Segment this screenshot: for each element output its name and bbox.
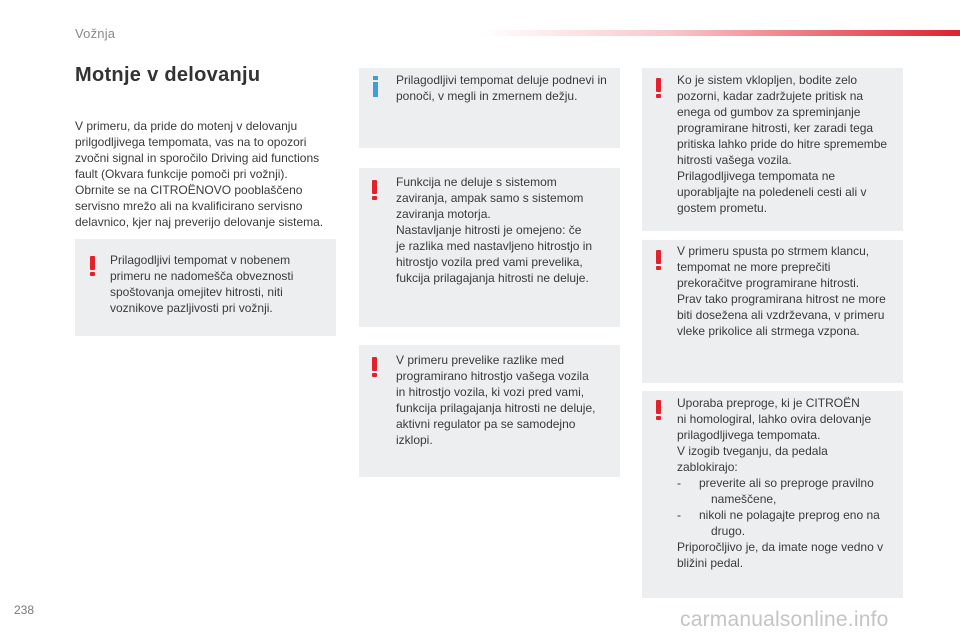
text-line: funkcija prilagajanja hitrosti ne deluje, — [396, 401, 596, 415]
text-line: biti dosežena ali vzdrževana, v primeru — [677, 308, 885, 322]
header-accent-bar — [480, 30, 960, 36]
warning-text — [677, 243, 901, 339]
intro-line: zvočni signal in sporočilo Driving aid functions — [75, 151, 320, 165]
text-line: fukcija prilagajanja hitrosti ne deluje. — [396, 271, 589, 285]
info-icon — [372, 76, 380, 98]
text-line: pozorni, kadar zadržujete pritisk na — [677, 89, 864, 103]
text-line: Nastavljanje hitrosti je omejeno: če — [396, 223, 582, 237]
text-line: je razlika med nastavljeno hitrostjo in — [396, 239, 593, 253]
text-line: zaviranja, ampak samo s sistemom — [396, 191, 584, 205]
warning-icon — [371, 357, 379, 377]
text-line: programirane hitrosti, ker zaradi tega — [677, 121, 874, 135]
text-line: izklopi. — [396, 433, 433, 447]
watermark: carmanualsonline.info — [680, 608, 889, 631]
intro-line: Obrnite se na CITROËNOVO pooblaščeno — [75, 183, 303, 197]
text-line: nikoli ne polagajte preprog eno na — [699, 508, 880, 522]
text-line: gostem prometu. — [677, 201, 768, 215]
warning-text — [396, 352, 618, 448]
warning-text — [677, 72, 901, 216]
text-line: Prav tako programirana hitrost ne more — [677, 292, 886, 306]
text-line: hitrostjo vozila pred vami prevelika, — [396, 255, 583, 269]
text-line: in hitrostjo vozila, ki vozi pred vami, — [396, 385, 585, 399]
text-line: zablokirajo: — [677, 460, 738, 474]
warning-box-tempomat-responsibility — [75, 239, 336, 336]
text-line: Prilagodljivega tempomata ne — [677, 169, 836, 183]
text-line: enega od gumbov za spreminjanje — [677, 105, 861, 119]
warning-box-button-pressure — [642, 68, 903, 231]
text-line: primeru ne nadomešča obveznosti — [110, 269, 294, 283]
text-line: Prilagodljivi tempomat v nobenem — [110, 253, 291, 267]
warning-text — [110, 252, 334, 316]
warning-icon — [89, 256, 97, 276]
warning-icon — [655, 78, 663, 98]
warning-box-floor-mats — [642, 391, 903, 598]
text-line: spoštovanja omejitev hitrosti, niti — [110, 285, 283, 299]
warning-icon — [655, 400, 663, 420]
intro-line: V primeru, da pride do motenj v delovanju — [75, 119, 298, 133]
text-line: Uporaba preproge, ki je CITROËN — [677, 396, 860, 410]
text-line: V izogib tveganju, da pedala — [677, 444, 828, 458]
text-line: V primeru spusta po strmem klancu, — [677, 244, 870, 258]
intro-line: servisno mrežo ali na kvalificirano servisno — [75, 199, 303, 213]
text-line: prilagodljivega tempomata. — [677, 428, 821, 442]
section-title: Vožnja — [75, 26, 116, 41]
warning-text — [677, 395, 901, 571]
text-line: Ko je sistem vklopljen, bodite zelo — [677, 73, 858, 87]
text-line: voznikove pazljivosti pri vožnji. — [110, 301, 273, 315]
list-item — [677, 507, 901, 539]
warning-icon — [371, 180, 379, 200]
text-line: hitrosti vašega vozila. — [677, 153, 792, 167]
text-line: prekoračitve programirane hitrosti. — [677, 276, 860, 290]
info-text — [396, 72, 618, 104]
warning-box-braking-system — [359, 168, 620, 327]
text-line: Funkcija ne deluje s sistemom — [396, 175, 557, 189]
text-line: preverite ali so preproge pravilno — [699, 476, 874, 490]
text-line: bližini pedal. — [677, 556, 744, 570]
intro-paragraph — [75, 118, 337, 230]
info-box-weather — [359, 68, 620, 148]
text-line: programirano hitrostjo vašega vozila — [396, 369, 589, 383]
intro-line: delavnico, kjer naj preverijo delovanje sistema. — [75, 215, 324, 229]
text-line: tempomat ne more preprečiti — [677, 260, 831, 274]
warning-box-speed-difference — [359, 345, 620, 477]
text-line: V primeru prevelike razlike med — [396, 353, 565, 367]
text-line: drugo. — [711, 524, 746, 538]
list-item — [677, 475, 901, 507]
text-line: Priporočljivo je, da imate noge vedno v — [677, 540, 884, 554]
intro-line: prilgodljivega tempomata, vas na to opozori — [75, 135, 307, 149]
intro-line: fault (Okvara funkcije pomoči pri vožnji). — [75, 167, 288, 181]
page-number: 238 — [14, 603, 35, 617]
text-line: nameščene, — [711, 492, 777, 506]
text-line: uporabljajte na poledeneli cesti ali v — [677, 185, 867, 199]
text-line: ni homologiral, lahko ovira delovanje — [677, 412, 872, 426]
text-line: aktivni regulator pa se samodejno — [396, 417, 576, 431]
text-line: Prilagodljivi tempomat deluje podnevi in — [396, 73, 607, 87]
text-line: vleke prikolice ali strmega vzpona. — [677, 324, 860, 338]
list-dash: - — [677, 476, 681, 490]
warning-box-steep-slope — [642, 240, 903, 383]
page-heading: Motnje v delovanju — [75, 64, 261, 86]
warning-text — [396, 174, 618, 286]
warning-icon — [655, 250, 663, 270]
text-line: zaviranja motorja. — [396, 207, 491, 221]
text-line: ponoči, v megli in zmernem dežju. — [396, 89, 578, 103]
list-dash: - — [677, 508, 681, 522]
text-line: pritiska lahko pride do hitre spremembe — [677, 137, 888, 151]
